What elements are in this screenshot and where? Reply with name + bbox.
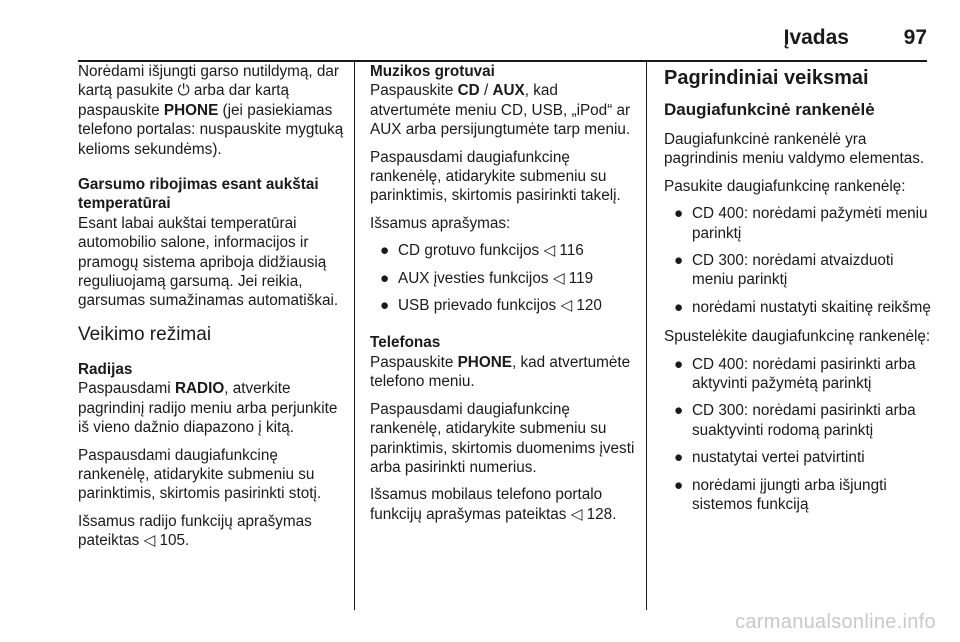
music-details-intro: Išsamus aprašymas: — [370, 214, 511, 232]
turn-intro: Pasukite daugiafunkcinę rankenėlę: — [664, 177, 906, 195]
column-divider — [646, 62, 647, 610]
page-ref-link[interactable]: 119 — [568, 269, 594, 287]
temperature-heading: Garsumo ribojimas esant aukštai temperatūrai — [78, 176, 319, 213]
list-item: ● CD 400: norėdami pažymėti meniu parinktį — [674, 205, 928, 242]
bullet-icon: ● — [674, 252, 684, 270]
page-ref-link[interactable]: 120 — [576, 297, 602, 315]
list-item: ● CD 300: norėdami pasirinkti arba suaktyvinti rodomą parinktį — [674, 402, 916, 439]
phone-reference: Išsamus mobilaus telefono portalo funkcijų aprašymas pateiktas ◁ 128. — [370, 486, 617, 523]
music-submenu-text: Paspausdami daugiafunkcinę rankenėlę, atidarykite submeniu su parinktimis, skirtomis pasirinkti takelį. — [370, 148, 621, 205]
radio-heading: Radijas — [78, 360, 133, 378]
list-item: ● norėdami įjungti arba išjungti sistemos funkciją — [674, 476, 887, 514]
bullet-icon: ● — [674, 402, 684, 420]
temperature-text: Esant labai aukštai temperatūrai automobilio salone, informacijos ir pramogų sistema apriboja didžiausią reguliuojamą garsumą. Jei reikia, garsumas sumažinamas automatiškai. — [78, 214, 339, 310]
radio-reference: Išsamus radijo funkcijų aprašymas pateiktas ◁ 105. — [78, 512, 312, 550]
list-item: ● CD grotuvo funkcijos ◁ 116 — [380, 242, 584, 260]
page-number: 97 — [903, 26, 927, 49]
list-item: ● CD 300: norėdami atvaizduoti meniu parinktį — [674, 252, 894, 289]
bullet-icon: ● — [674, 205, 684, 223]
list-item: ● AUX įvesties funkcijos ◁ 119 — [380, 269, 594, 287]
unmute-paragraph: Norėdami išjungti garso nutildymą, dar kartą pasukite ⏻ arba dar kartą paspauskite PHONE (jei pasiekiamas telefono portalas: nuspauskite mygtuką kelioms sekundėms). — [78, 63, 344, 158]
page-ref-link[interactable]: 105. — [159, 532, 190, 550]
music-list — [370, 241, 640, 315]
page-header — [78, 14, 927, 62]
bullet-icon: ● — [674, 449, 684, 467]
page-ref-icon: ◁ — [560, 297, 573, 315]
knob-description: Daugiafunkcinė rankenėlė yra pagrindinis meniu valdymo elementas. — [664, 131, 925, 168]
bullet-icon: ● — [674, 476, 684, 494]
modes-heading: Veikimo režimai — [78, 323, 212, 345]
page-ref-icon: ◁ — [570, 505, 583, 523]
column-3 — [664, 62, 934, 525]
column-1 — [78, 62, 348, 559]
bullet-icon: ● — [380, 297, 390, 315]
chapter-title: Įvadas — [783, 26, 849, 49]
bullet-icon: ● — [674, 298, 684, 316]
page-ref-icon: ◁ — [552, 269, 565, 287]
list-item: ● norėdami nustatyti skaitinę reikšmę — [674, 298, 931, 316]
press-intro: Spustelėkite daugiafunkcinę rankenėlę: — [664, 328, 931, 346]
music-heading: Muzikos grotuvai — [370, 63, 495, 80]
page-ref-link[interactable]: 116 — [559, 242, 584, 260]
phone-submenu-text: Paspausdami daugiafunkcinę rankenėlę, atidarykite submeniu su parinktimis, skirtomis duomenims įvesti arba pasirinkti numerius. — [370, 400, 635, 476]
radio-text: Paspausdami RADIO, atverkite pagrindinį radijo meniu arba perjunkite iš vieno dažnio diapazono į kitą. — [78, 380, 338, 437]
radio-submenu-text: Paspausdami daugiafunkcinę rankenėlę, atidarykite submeniu su parinktimis, skirtomis pasirinkti stotį. — [78, 446, 322, 503]
bullet-icon: ● — [674, 355, 684, 373]
list-item: ● CD 400: norėdami pasirinkti arba aktyvinti pažymėtą parinktį — [674, 355, 916, 393]
list-item: ● nustatytai vertei patvirtinti — [674, 449, 865, 467]
turn-list — [664, 204, 934, 317]
column-divider — [354, 62, 355, 610]
page-ref-link[interactable]: 128. — [586, 505, 617, 523]
main-section-heading: Pagrindiniai veiksmai — [664, 67, 869, 89]
bullet-icon: ● — [380, 269, 390, 287]
knob-heading: Daugiafunkcinė rankenėlė — [664, 100, 875, 119]
music-text: Paspauskite CD / AUX, kad atvertumėte meniu CD, USB, „iPod“ ar AUX arba persijungtumėte tarp meniu. — [370, 82, 631, 139]
list-item: ● USB prievado funkcijos ◁ 120 — [380, 297, 602, 315]
press-list — [664, 355, 934, 515]
watermark: carmanualsonline.info — [735, 611, 936, 633]
bullet-icon: ● — [380, 242, 390, 260]
column-2 — [370, 62, 640, 532]
phone-text: Paspauskite PHONE, kad atvertumėte telefono meniu. — [370, 353, 631, 391]
page-ref-icon: ◁ — [543, 242, 556, 260]
page-ref-icon: ◁ — [143, 532, 156, 550]
phone-heading: Telefonas — [370, 334, 441, 352]
